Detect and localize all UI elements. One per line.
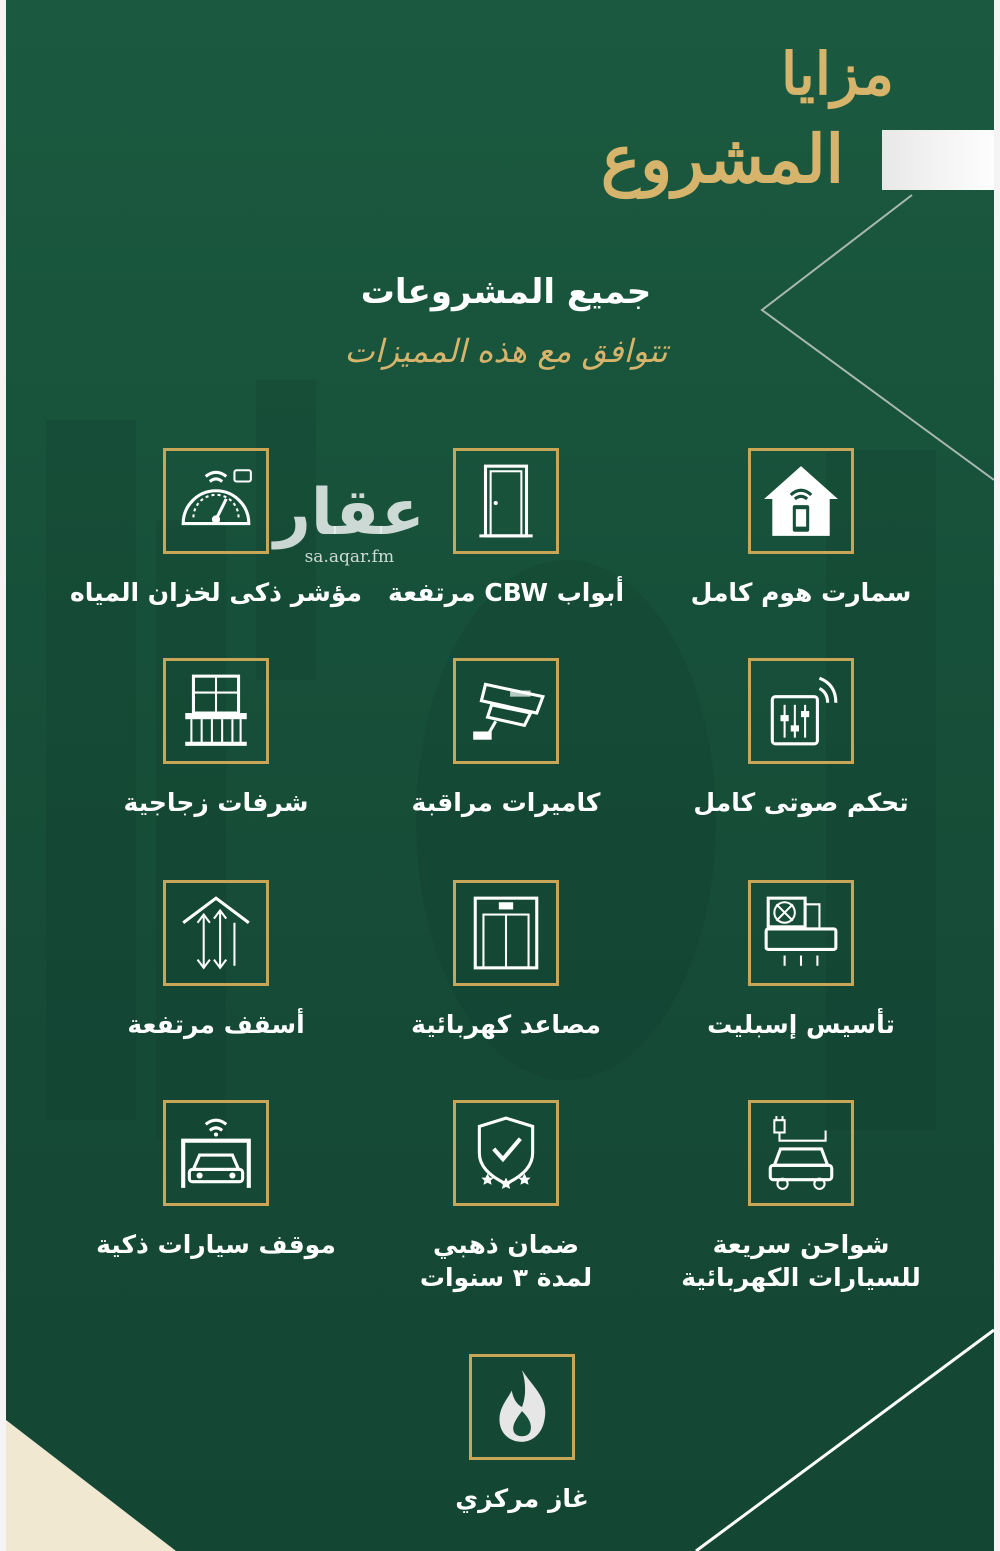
warranty-shield-icon — [465, 1112, 547, 1194]
title-line2: المشروع — [600, 120, 844, 198]
feature-central-gas — [372, 1354, 672, 1515]
high-ceiling-icon — [175, 892, 257, 974]
icon-frame — [163, 880, 269, 986]
icon-frame — [453, 448, 559, 554]
feature-label: غاز مركزي — [455, 1484, 589, 1513]
feature-label — [356, 1228, 656, 1294]
feature-label: كاميرات مراقبة — [411, 788, 601, 817]
feature-smart-home — [651, 448, 951, 609]
icon-frame — [453, 1100, 559, 1206]
feature-label-line1: شواحن سريعة — [712, 1230, 890, 1259]
icon-frame — [469, 1354, 575, 1460]
voice-control-icon — [760, 670, 842, 752]
feature-label: سمارت هوم كامل — [690, 578, 912, 607]
feature-smart-parking — [66, 1100, 366, 1261]
feature-label: تأسيس إسبليت — [707, 1010, 895, 1039]
feature-glass-balcony — [66, 658, 366, 819]
feature-label: شرفات زجاجية — [123, 788, 309, 817]
feature-cctv — [356, 658, 656, 819]
feature-label: تحكم صوتى كامل — [693, 788, 909, 817]
door-icon — [465, 460, 547, 542]
watermark-name: عقار — [274, 476, 425, 550]
icon-frame — [748, 658, 854, 764]
icon-frame — [748, 448, 854, 554]
cctv-camera-icon — [465, 670, 547, 752]
feature-label — [651, 1228, 951, 1294]
feature-voice-control — [651, 658, 951, 819]
icon-frame — [453, 880, 559, 986]
icon-frame — [163, 448, 269, 554]
title-line1: مزايا — [781, 40, 894, 108]
feature-label-line2: لمدة ٣ سنوات — [419, 1263, 593, 1292]
feature-ev-charger — [651, 1100, 951, 1294]
icon-frame — [748, 880, 854, 986]
feature-label: أبواب CBW مرتفعة — [387, 578, 625, 607]
feature-warranty — [356, 1100, 656, 1294]
poster — [6, 0, 994, 1551]
icon-frame — [453, 658, 559, 764]
subheading: تتوافق مع هذه المميزات — [344, 332, 668, 370]
glass-balcony-icon — [175, 670, 257, 752]
heading: جميع المشروعات — [360, 272, 652, 312]
smart-home-icon — [760, 460, 842, 542]
icon-frame — [748, 1100, 854, 1206]
gas-flame-icon — [481, 1366, 563, 1448]
feature-label-line2: للسيارات الكهربائية — [681, 1263, 921, 1292]
feature-label: مصاعد كهربائية — [411, 1010, 601, 1039]
feature-split-ac — [651, 880, 951, 1041]
icon-frame — [163, 658, 269, 764]
gauge-icon — [175, 460, 257, 542]
title-accent-bar — [882, 130, 994, 190]
feature-label: موقف سيارات ذكية — [96, 1230, 336, 1259]
watermark-url: sa.aqar.fm — [304, 547, 395, 567]
feature-high-ceiling — [66, 880, 366, 1041]
feature-door — [356, 448, 656, 609]
ev-charger-icon — [760, 1112, 842, 1194]
feature-label: مؤشر ذكى لخزان المياه — [70, 578, 362, 607]
feature-label-line1: ضمان ذهبي — [432, 1230, 579, 1259]
smart-parking-icon — [175, 1112, 257, 1194]
elevator-icon — [465, 892, 547, 974]
icon-frame — [163, 1100, 269, 1206]
split-ac-icon — [760, 892, 842, 974]
feature-water-gauge — [66, 448, 366, 609]
feature-elevator — [356, 880, 656, 1041]
feature-label: أسقف مرتفعة — [127, 1010, 305, 1039]
